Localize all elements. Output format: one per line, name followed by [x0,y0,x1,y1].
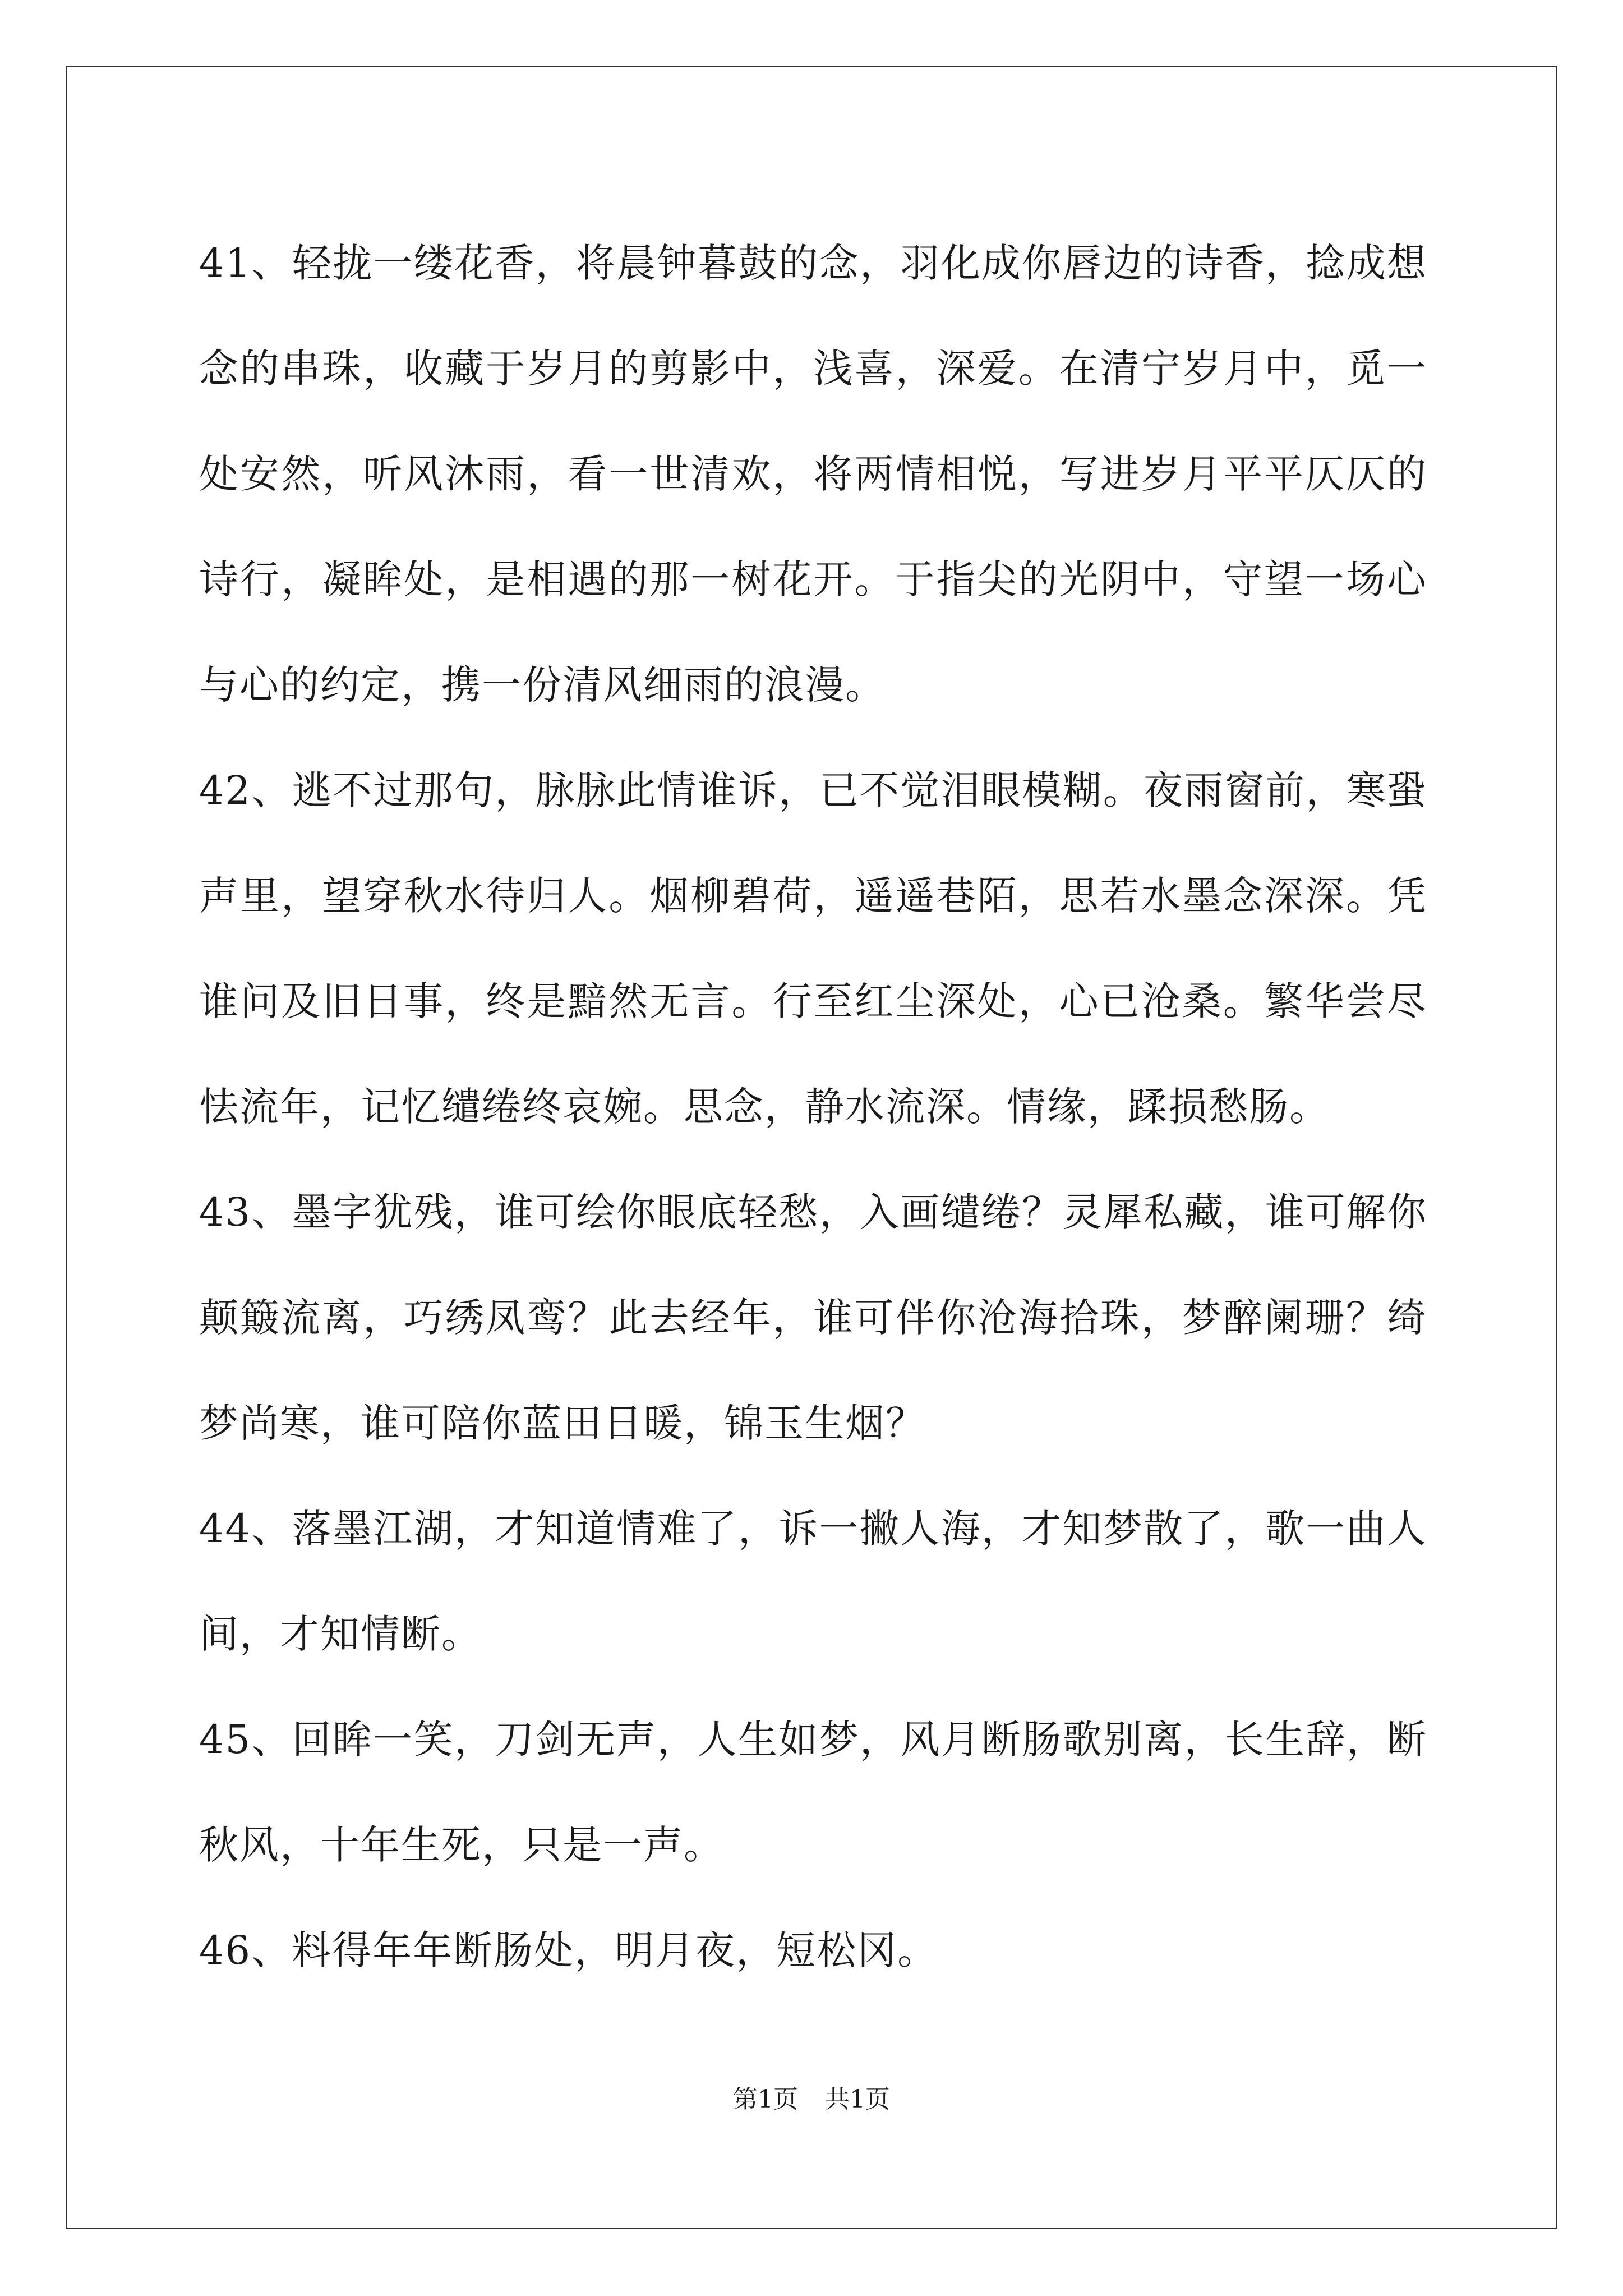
paragraph-45: 45、回眸一笑，刀剑无声，人生如梦，风月断肠歌别离，长生辞，断秋风，十年生死，只是一声。 [199,1717,1427,1868]
paragraph-43: 43、墨字犹残，谁可绘你眼底轻愁，入画缱绻？灵犀私藏，谁可解你颠簸流离，巧绣凤鸾？此去经年，谁可伴你沧海拾珠，梦醉阑珊？绮梦尚寒，谁可陪你蓝田日暖，锦玉生烟？ [199,1189,1427,1446]
paragraph-42: 42、逃不过那句，脉脉此情谁诉，已不觉泪眼模糊。夜雨窗前，寒蛩声里，望穿秋水待归人。烟柳碧荷，遥遥巷陌，思若水墨念深深。凭谁问及旧日事，终是黯然无言。行至红尘深处，心已沧桑。繁华尝尽怯流年，记忆缱绻终哀婉。思念，静水流深。情缘，蹂损愁肠。 [199,767,1427,1130]
page-total: 共1页 [825,2085,890,2114]
document-body [199,210,1427,2003]
paragraph-46: 46、料得年年断肠处，明月夜，短松冈。 [199,1927,938,1973]
page-footer [0,2083,1623,2116]
page-number: 第1页 [733,2085,798,2114]
paragraph-44: 44、落墨江湖，才知道情难了，诉一撇人海，才知梦散了，歌一曲人间，才知情断。 [199,1506,1427,1657]
paragraph-41: 41、轻拢一缕花香，将晨钟暮鼓的念，羽化成你唇边的诗香，捻成想念的串珠，收藏于岁月的剪影中，浅喜，深爱。在清宁岁月中，觅一处安然，听风沐雨，看一世清欢，将两情相悦，写进岁月平平仄仄的诗行，凝眸处，是相遇的那一树花开。于指尖的光阴中，守望一场心与心的约定，携一份清风细雨的浪漫。 [199,240,1427,708]
